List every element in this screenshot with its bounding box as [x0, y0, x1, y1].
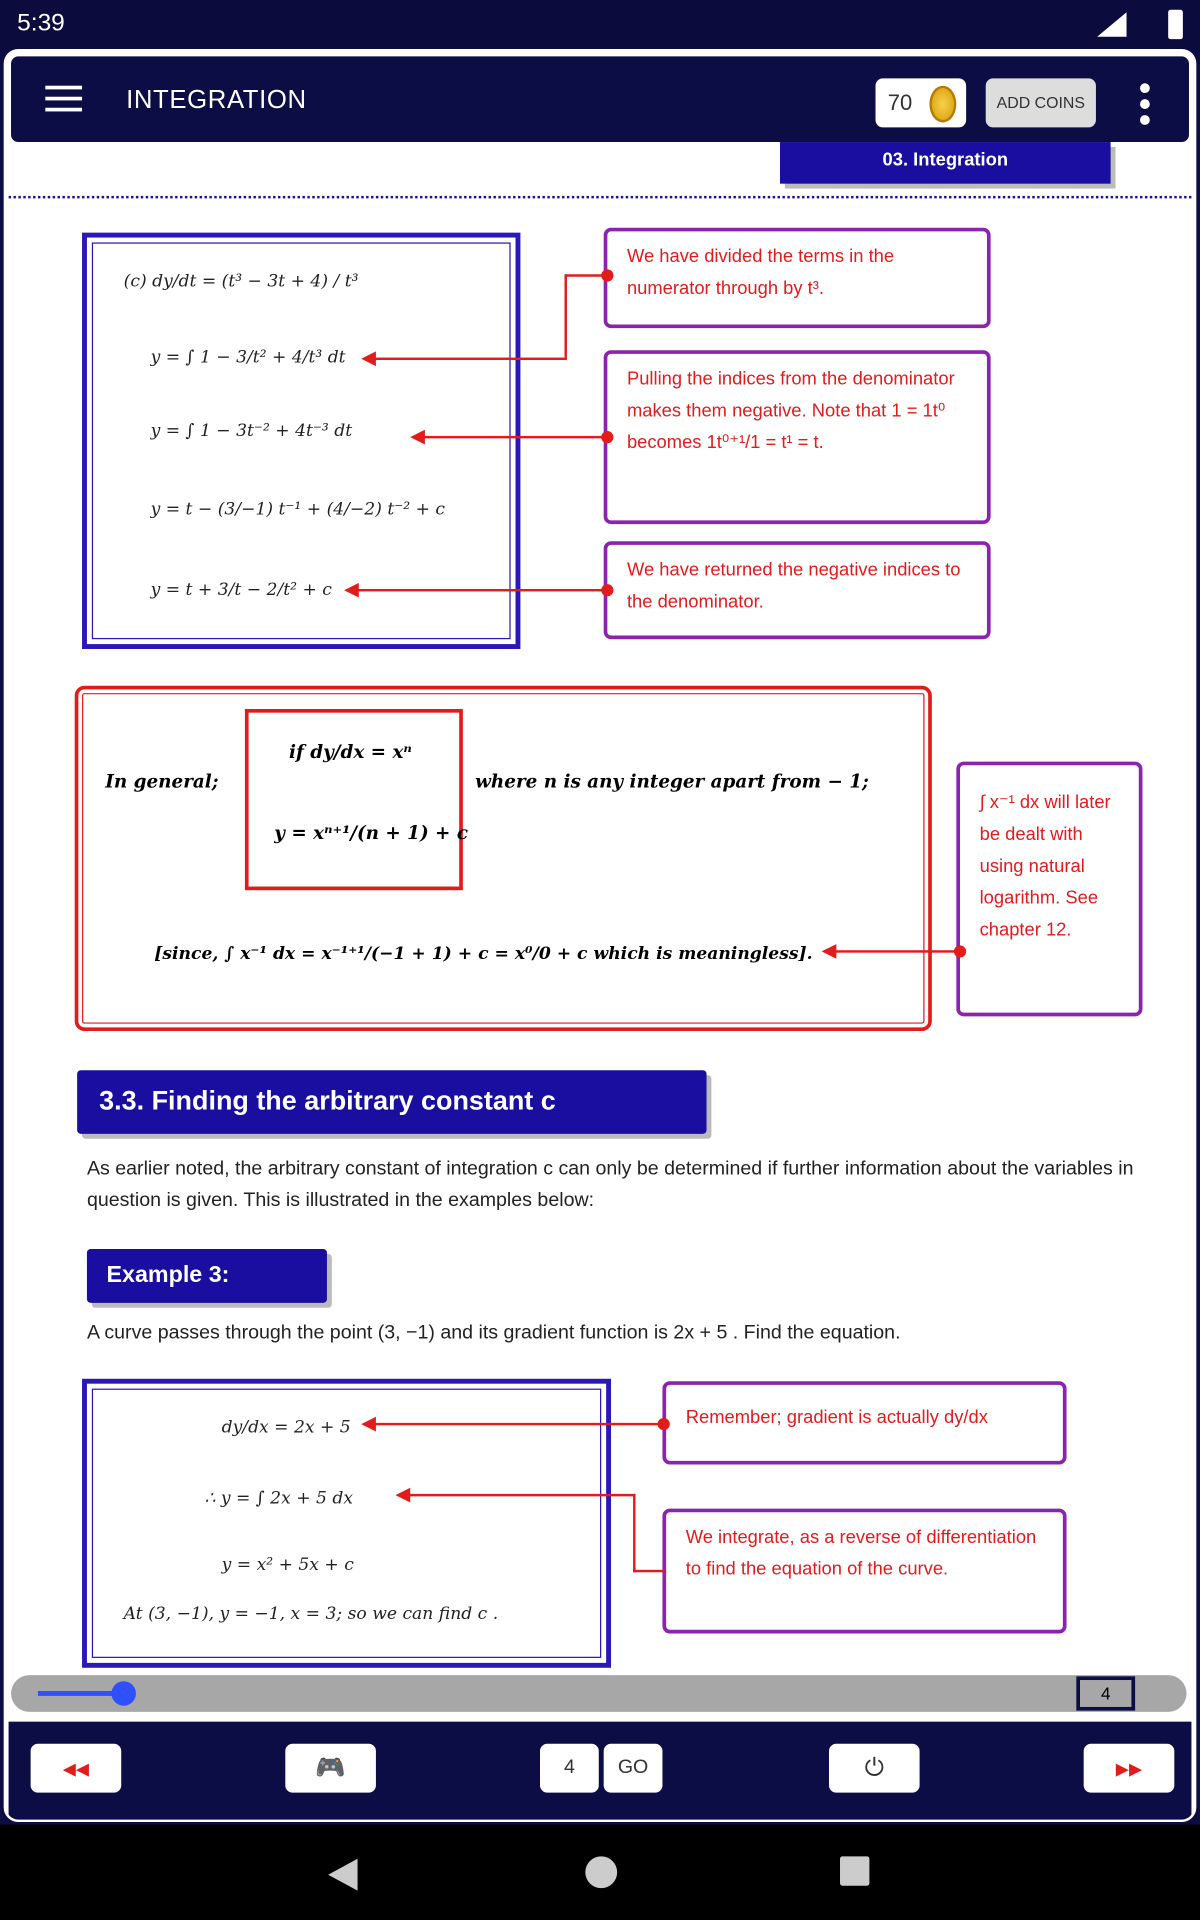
recents-icon[interactable]: [840, 1856, 869, 1885]
rule-since: [since, ∫ x⁻¹ dx = x⁻¹⁺¹/(−1 + 1) + c = x⁰/0 + c which is meaningless].: [154, 944, 813, 964]
math-line: dy/dx = 2x + 5: [221, 1417, 351, 1438]
book-page[interactable]: [9, 142, 1192, 1692]
math-line: (c) dy/dt = (t³ − 3t + 4) / t³: [123, 271, 359, 292]
note-natural-log: ∫ x⁻¹ dx will later be dealt with using natural logarithm. See chapter 12.: [956, 762, 1142, 1017]
math-line: y = ∫ 1 − 3t⁻² + 4t⁻³ dt: [150, 421, 353, 441]
section-paragraph: As earlier noted, the arbitrary constant of integration c can only be determined if further information about the variables in question is given. This is illustrated in the examples below:: [86, 1158, 1134, 1212]
back-icon[interactable]: [328, 1859, 357, 1891]
rule-then: y = xⁿ⁺¹/(n + 1) + c: [274, 821, 469, 844]
arrow: [364, 1423, 663, 1425]
section-heading: 3.3. Finding the arbitrary constant c: [77, 1070, 706, 1134]
battery-icon: [1168, 10, 1183, 39]
more-options-icon[interactable]: [1140, 83, 1152, 131]
connector-dot: [601, 269, 613, 281]
math-line: y = ∫ 1 − 3/t² + 4/t³ dt: [150, 347, 346, 368]
game-controller-button[interactable]: 🎮: [285, 1744, 376, 1793]
example-statement: A curve passes through the point (3, −1) and its gradient function is 2x + 5 . Find the equation.: [86, 1322, 901, 1344]
rule-if: if dy/dx = xⁿ: [288, 740, 412, 763]
connector-line: [564, 274, 606, 276]
top-app-bar: [11, 56, 1189, 142]
rewind-button[interactable]: ◀◀: [31, 1744, 122, 1793]
note-divided: We have divided the terms in the numerator through by t³.: [604, 228, 991, 328]
forward-button[interactable]: ▶▶: [1084, 1744, 1175, 1793]
connector-line: [564, 274, 566, 357]
app-frame: [4, 49, 1197, 1822]
status-bar: [0, 0, 1200, 49]
signal-icon: [1097, 12, 1126, 36]
chapter-banner: 03. Integration: [780, 142, 1111, 184]
connector-line: [633, 1494, 635, 1572]
page-number-input[interactable]: 4: [540, 1744, 599, 1793]
math-line: y = t − (3/−1) t⁻¹ + (4/−2) t⁻² + c: [150, 499, 446, 520]
math-line: At (3, −1), y = −1, x = 3; so we can find c .: [123, 1604, 499, 1624]
math-line: y = t + 3/t − 2/t² + c: [150, 580, 332, 601]
app-title: INTEGRATION: [126, 85, 307, 114]
coin-count: 70: [887, 90, 913, 116]
slider-thumb[interactable]: [111, 1681, 135, 1705]
working-box-c: [82, 233, 520, 649]
general-rule-box: [75, 686, 932, 1031]
page-slider[interactable]: [11, 1675, 1187, 1712]
go-button[interactable]: GO: [604, 1744, 663, 1793]
status-time: 5:39: [17, 9, 65, 37]
math-line: y = x² + 5x + c: [221, 1555, 354, 1575]
coin-icon: [929, 86, 956, 123]
example-heading: Example 3:: [87, 1249, 327, 1303]
note-integrate: We integrate, as a reverse of differentiation to find the equation of the curve.: [662, 1509, 1066, 1634]
note-returned: We have returned the negative indices to the denominator.: [604, 541, 991, 639]
bottom-toolbar: [9, 1722, 1192, 1822]
power-button[interactable]: ⏻: [829, 1744, 920, 1793]
arrow: [398, 1494, 636, 1496]
general-label: In general;: [105, 770, 219, 793]
arrow: [347, 589, 607, 591]
note-gradient: Remember; gradient is actually dy/dx: [662, 1381, 1066, 1464]
arrow: [824, 950, 959, 952]
add-coins-button[interactable]: ADD COINS: [986, 78, 1096, 127]
coin-balance[interactable]: [876, 78, 967, 127]
arrow: [364, 358, 567, 360]
page-divider: [9, 196, 1192, 198]
current-page-indicator: 4: [1076, 1676, 1135, 1710]
connector-line: [633, 1570, 665, 1572]
hamburger-menu-icon[interactable]: [45, 86, 82, 113]
math-line: ∴ y = ∫ 2x + 5 dx: [204, 1488, 354, 1509]
power-rule-box: [245, 709, 463, 890]
note-indices: Pulling the indices from the denominator makes them negative. Note that 1 = 1t⁰ becomes 1t⁰⁺¹/1 = t¹ = t.: [604, 350, 991, 524]
rule-where: where n is any integer apart from − 1;: [475, 770, 869, 793]
arrow: [413, 436, 606, 438]
system-nav-bar: [0, 1825, 1200, 1920]
home-icon[interactable]: [585, 1856, 617, 1888]
